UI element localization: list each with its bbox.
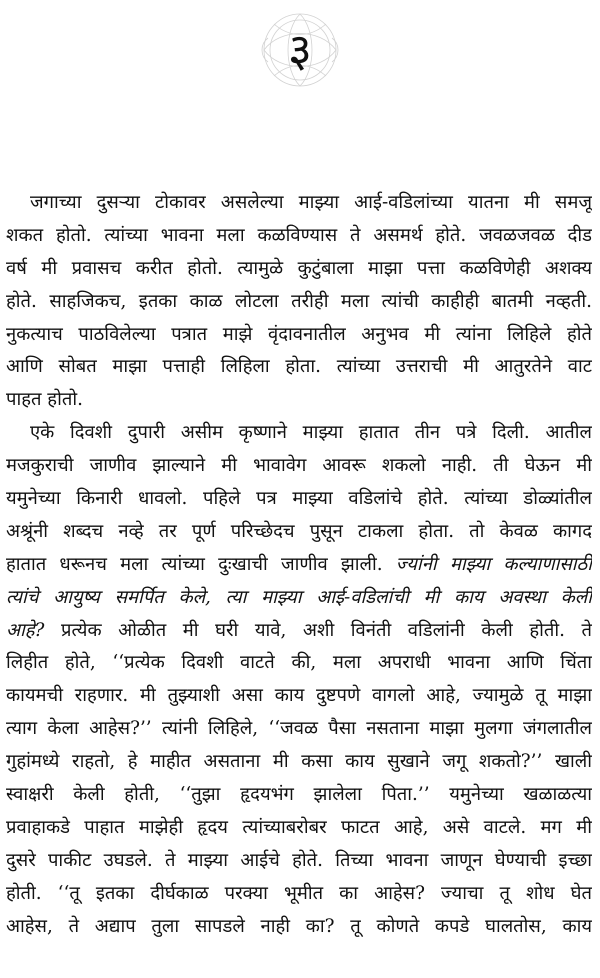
text-segment: लिहीत होते, ‘‘प्रत्येक दिवशी वाटते की, मला अपराधी भावना आणि चिंता — [6, 652, 592, 674]
text-line — [6, 319, 592, 352]
text-segment: प्रत्येक ओळीत मी घरी यावे, अशी विनंती वडिलांनी केली होती. ते — [44, 619, 592, 641]
italic-text: त्यांचे आयुष्य समर्पित केले, त्या माझ्या आई-वडिलांची मी काय अवस्था केली — [6, 586, 592, 608]
text-line — [6, 615, 592, 648]
text-line — [6, 845, 592, 878]
text-segment: जगाच्या दुसऱ्या टोकावर असलेल्या माझ्या आई-वडिलांच्या यातना मी समजू — [30, 192, 592, 213]
text-segment: दुसरे पाकीट उघडले. ते माझ्या आईचे होते. तिच्या भावना जाणून घेण्याची इच्छा — [6, 849, 592, 871]
text-line — [6, 187, 592, 220]
text-segment: आणि सोबत माझा पत्ताही लिहिला होता. त्यांच्या उत्तराची मी आतुरतेने वाट — [6, 356, 592, 378]
text-line — [6, 253, 592, 286]
text-line — [6, 220, 592, 253]
text-line — [6, 713, 592, 746]
text-segment: कायमची राहणार. मी तुझ्याशी असा काय दुष्टपणे वागलो आहे, ज्यामुळे तू माझा — [6, 685, 592, 707]
text-line — [6, 516, 592, 549]
text-segment: हातात धरूनच मला त्यांच्या दुःखाची जाणीव झाली. — [6, 553, 396, 575]
text-line — [6, 911, 592, 944]
text-line — [6, 779, 592, 812]
text-segment: एके दिवशी दुपारी असीम कृष्णाने माझ्या हातात तीन पत्रे दिली. आतील — [30, 422, 592, 444]
text-segment: आहेस, ते अद्याप तुला सापडले नाही का? तू कोणते कपडे घालतोस, काय — [6, 915, 592, 937]
text-segment: शकत होतो. त्यांच्या भावना मला कळविण्यास ते असमर्थ होते. जवळजवळ दीड — [6, 224, 592, 246]
text-segment: स्वाक्षरी केली होती, ‘‘तुझा हृदयभंग झालेला पिता.’’ यमुनेच्या खळाळत्या — [6, 784, 592, 806]
text-line — [6, 351, 592, 384]
text-segment: त्याग केला आहेस?’’ त्यांनी लिहिले, ‘‘जवळ पैसा नसताना माझा मुलगा जंगलातील — [6, 718, 592, 740]
italic-text: ज्यांनी माझ्या कल्याणासाठी — [395, 553, 592, 575]
text-segment: यमुनेच्या किनारी धावलो. पहिले पत्र माझ्या वडिलांचे होते. त्यांच्या डोळ्यांतील — [6, 488, 592, 510]
text-line — [6, 812, 592, 845]
italic-text: आहे? — [6, 619, 45, 641]
text-segment: मजकुराची जाणीव झाल्याने मी भावावेग आवरू शकलो नाही. ती घेऊन मी — [6, 455, 592, 477]
text-line — [6, 417, 592, 450]
text-line — [6, 746, 592, 779]
text-segment: अश्रूंनी शब्दच नव्हे तर पूर्ण परिच्छेदच पुसून टाकला होता. तो केवळ कागद — [6, 520, 592, 542]
text-line — [6, 483, 592, 516]
text-line — [6, 286, 592, 319]
chapter-number: ३ — [288, 23, 312, 77]
text-line — [6, 680, 592, 713]
body-text — [6, 187, 592, 943]
text-line — [6, 549, 592, 582]
text-line — [6, 384, 592, 417]
text-segment: गुहांमध्ये राहतो, हे माहीत असताना मी कसा काय सुखाने जगू शकतो?’’ खाली — [6, 751, 592, 773]
text-segment: वर्ष मी प्रवासच करीत होतो. त्यामुळे कुटुंबाला माझा पत्ता कळविणेही अशक्य — [6, 257, 592, 279]
text-line — [6, 647, 592, 680]
text-segment: पाहत होतो. — [6, 389, 83, 411]
text-segment: प्रवाहाकडे पाहात माझेही हृदय त्यांच्याबरोबर फाटत आहे, असे वाटले. मग मी — [6, 816, 592, 838]
text-line — [6, 582, 592, 615]
text-segment: होते. साहजिकच, इतका काळ लोटला तरीही मला त्यांची काहीही बातमी नव्हती. — [6, 290, 592, 312]
text-segment: होती. ‘‘तू इतका दीर्घकाळ परक्या भूमीत का आहेस? ज्याचा तू शोध घेत — [6, 882, 592, 904]
text-line — [6, 450, 592, 483]
text-segment: नुकत्याच पाठविलेल्या पत्रात माझे वृंदावनातील अनुभव मी त्यांना लिहिले होते — [6, 323, 592, 345]
text-line — [6, 878, 592, 911]
